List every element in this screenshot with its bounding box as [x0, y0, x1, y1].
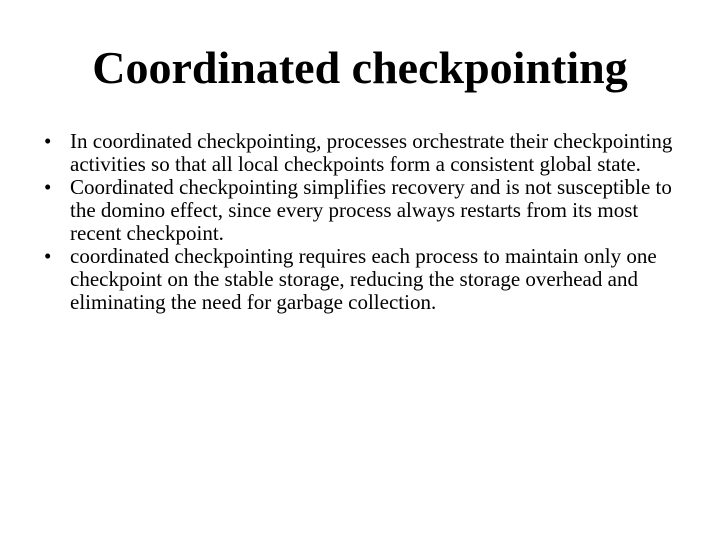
bullet-icon: •	[44, 244, 52, 268]
bullet-text: Coordinated checkpointing simplifies recovery and is not susceptible to the domino effect, since every process always restarts from its most recent checkpoint.	[70, 175, 672, 245]
bullet-text: coordinated checkpointing requires each process to maintain only one checkpoint on the stable storage, reducing the storage overhead and eliminating the need for garbage collection.	[70, 244, 657, 314]
bullet-icon: •	[44, 175, 52, 199]
bullet-list	[44, 130, 684, 314]
bullet-icon: •	[44, 129, 52, 153]
bullet-item	[44, 245, 684, 314]
bullet-item	[44, 130, 684, 176]
bullet-item	[44, 176, 684, 245]
bullet-text: In coordinated checkpointing, processes orchestrate their checkpointing activities so that all local checkpoints form a consistent global state.	[70, 129, 673, 176]
slide-title: Coordinated checkpointing	[92, 42, 628, 93]
